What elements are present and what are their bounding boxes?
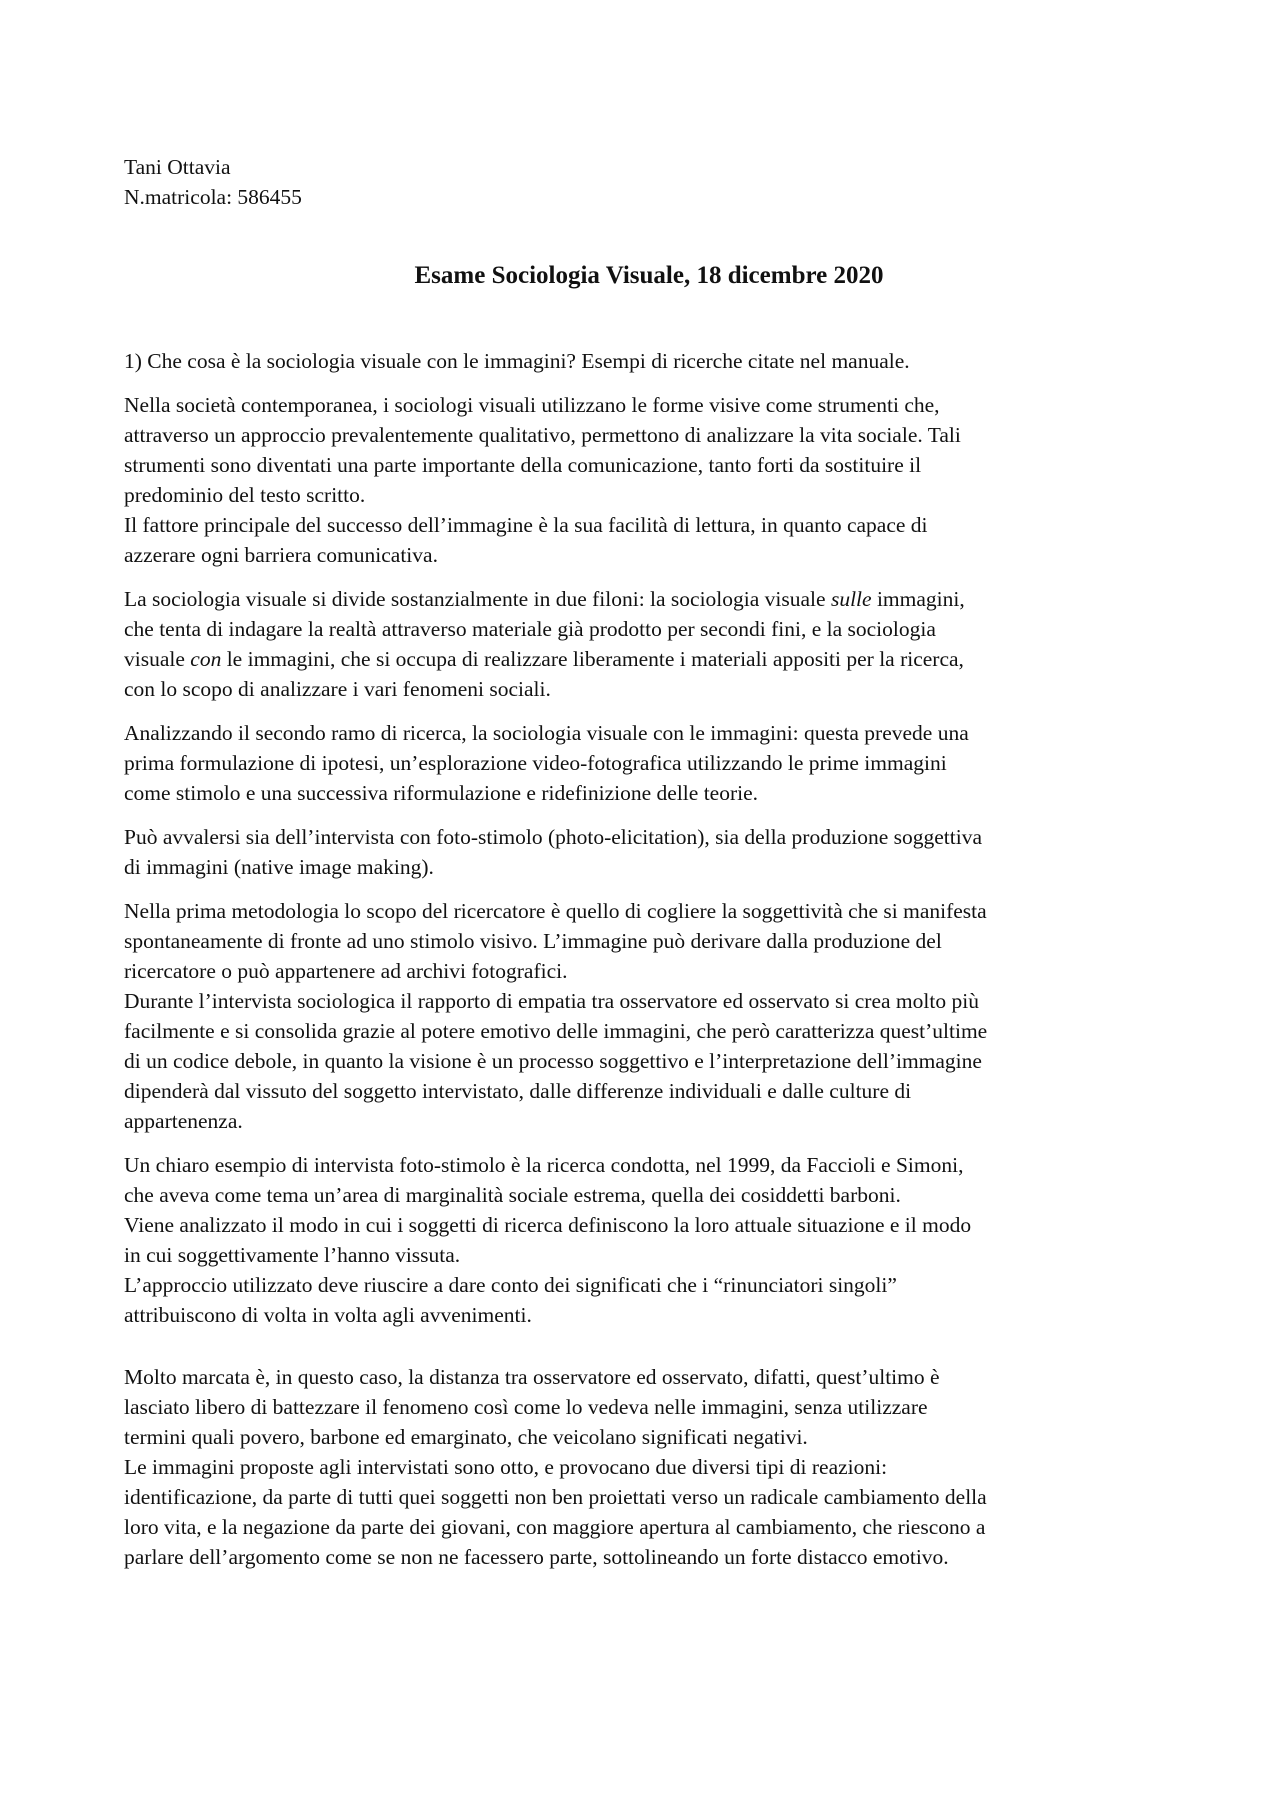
- text-line: Nella prima metodologia lo scopo del ricercatore è quello di cogliere la soggettività che si manifesta: [124, 899, 987, 923]
- text-segment: le immagini, che si occupa di realizzare liberamente i materiali appositi per la ricerca,: [221, 647, 964, 671]
- document-title: Esame Sociologia Visuale, 18 dicembre 2020: [414, 262, 884, 289]
- text-line: appartenenza.: [124, 1109, 243, 1133]
- paragraph-5: [124, 896, 1174, 1136]
- paragraph-4: [124, 822, 1174, 882]
- text-line: facilmente e si consolida grazie al potere emotivo delle immagini, che però caratterizza quest’ultime: [124, 1019, 988, 1043]
- text-line: Il fattore principale del successo dell’immagine è la sua facilità di lettura, in quanto capace di: [124, 513, 928, 537]
- text-segment: visuale: [124, 647, 191, 671]
- text-line: di immagini (native image making).: [124, 855, 434, 879]
- document-page: [124, 152, 1174, 1572]
- question-heading: 1) Che cosa è la sociologia visuale con le immagini? Esempi di ricerche citate nel manuale.: [124, 349, 910, 373]
- text-line: attraverso un approccio prevalentemente qualitativo, permettono di analizzare la vita sociale. Tali: [124, 423, 961, 447]
- text-segment: La sociologia visuale si divide sostanzialmente in due filoni: la sociologia visuale: [124, 587, 831, 611]
- text-line: Analizzando il secondo ramo di ricerca, la sociologia visuale con le immagini: questa prevede una: [124, 721, 969, 745]
- text-line: dipenderà dal vissuto del soggetto intervistato, dalle differenze individuali e dalle culture di: [124, 1079, 912, 1103]
- text-line: lasciato libero di battezzare il fenomeno così come lo vedeva nelle immagini, senza utilizzare: [124, 1395, 928, 1419]
- matricola-number: N.matricola: 586455: [124, 185, 302, 209]
- text-line: attribuiscono di volta in volta agli avvenimenti.: [124, 1303, 532, 1327]
- text-line: in cui soggettivamente l’hanno vissuta.: [124, 1243, 461, 1267]
- text-line: predominio del testo scritto.: [124, 483, 366, 507]
- text-line: che tenta di indagare la realtà attraverso materiale già prodotto per secondi fini, e la sociologia: [124, 617, 936, 641]
- student-name: Tani Ottavia: [124, 155, 231, 179]
- text-line: che aveva come tema un’area di marginalità sociale estrema, quella dei cosiddetti barboni.: [124, 1183, 901, 1207]
- text-line: Nella società contemporanea, i sociologi visuali utilizzano le forme visive come strumenti che,: [124, 393, 940, 417]
- text-line: Durante l’intervista sociologica il rapporto di empatia tra osservatore ed osservato si crea molto più: [124, 989, 979, 1013]
- emphasis-con: con: [190, 647, 222, 671]
- text-line: Può avvalersi sia dell’intervista con foto-stimolo (photo-elicitation), sia della produzione soggettiva: [124, 825, 982, 849]
- text-segment: immagini,: [871, 587, 965, 611]
- text-line: Molto marcata è, in questo caso, la distanza tra osservatore ed osservato, difatti, quest’ultimo è: [124, 1365, 940, 1389]
- text-line: con lo scopo di analizzare i vari fenomeni sociali.: [124, 677, 551, 701]
- text-line: prima formulazione di ipotesi, un’esplorazione video-fotografica utilizzando le prime immagini: [124, 751, 947, 775]
- paragraph-1: [124, 390, 1174, 570]
- paragraph-6: [124, 1150, 1174, 1330]
- text-line: spontaneamente di fronte ad uno stimolo visivo. L’immagine può derivare dalla produzione del: [124, 929, 942, 953]
- text-line: di un codice debole, in quanto la visione è un processo soggettivo e l’interpretazione dell’immagine: [124, 1049, 982, 1073]
- text-line: Le immagini proposte agli intervistati sono otto, e provocano due diversi tipi di reazioni:: [124, 1455, 888, 1479]
- text-line: Un chiaro esempio di intervista foto-stimolo è la ricerca condotta, nel 1999, da Faccioli e Simoni,: [124, 1153, 964, 1177]
- text-line: [124, 644, 1174, 674]
- text-line: come stimolo e una successiva riformulazione e ridefinizione delle teorie.: [124, 781, 759, 805]
- paragraph-7: [124, 1362, 1174, 1572]
- text-line: azzerare ogni barriera comunicativa.: [124, 543, 438, 567]
- text-line: identificazione, da parte di tutti quei soggetti non ben proiettati verso un radicale cambiamento della: [124, 1485, 987, 1509]
- text-line: strumenti sono diventati una parte importante della comunicazione, tanto forti da sostituire il: [124, 453, 922, 477]
- text-line: Viene analizzato il modo in cui i soggetti di ricerca definiscono la loro attuale situazione e il modo: [124, 1213, 972, 1237]
- text-line: parlare dell’argomento come se non ne facessero parte, sottolineando un forte distacco emotivo.: [124, 1545, 949, 1569]
- text-line: ricercatore o può appartenere ad archivi fotografici.: [124, 959, 568, 983]
- paragraph-2: [124, 584, 1174, 704]
- emphasis-sulle: sulle: [830, 587, 872, 611]
- text-line: loro vita, e la negazione da parte dei giovani, con maggiore apertura al cambiamento, che riescono a: [124, 1515, 986, 1539]
- text-line: termini quali povero, barbone ed emarginato, che veicolano significati negativi.: [124, 1425, 808, 1449]
- paragraph-3: [124, 718, 1174, 808]
- text-line: L’approccio utilizzato deve riuscire a dare conto dei significati che i “rinunciatori singoli”: [124, 1273, 897, 1297]
- text-line: [124, 584, 1174, 614]
